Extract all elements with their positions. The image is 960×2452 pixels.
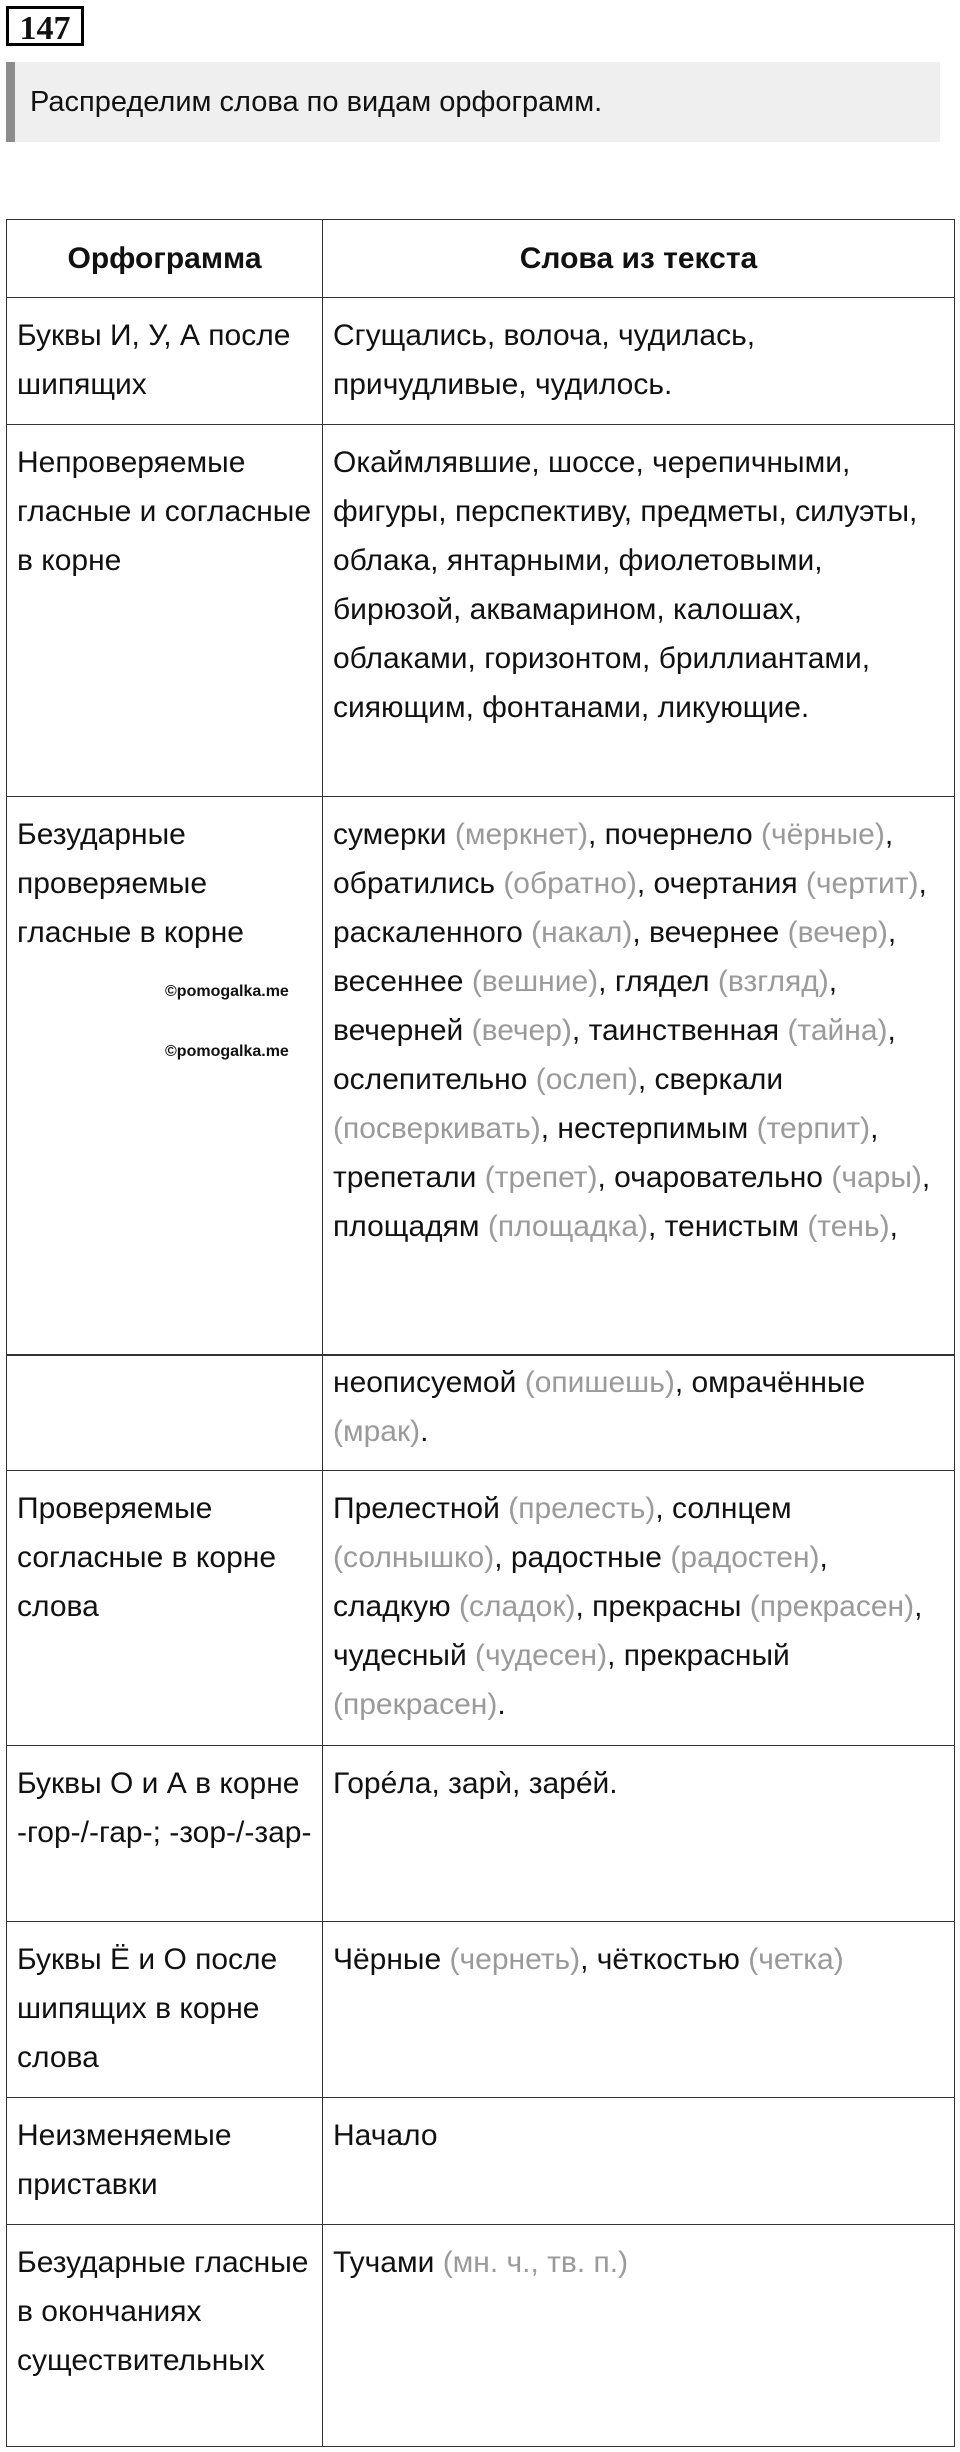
word-text: , радостные — [494, 1541, 671, 1574]
check-word: (вешние) — [471, 965, 599, 998]
check-word: (обратно) — [503, 867, 637, 900]
word-text: , почернело — [587, 818, 762, 851]
word-text: , сладкую — [333, 1541, 828, 1623]
check-word: (вечер) — [471, 1014, 572, 1047]
table-row — [7, 1356, 955, 1471]
check-word: (площадка) — [487, 1210, 648, 1243]
word-text: Прелестной — [333, 1492, 509, 1525]
word-text: . — [497, 1688, 506, 1721]
check-word: (чертит) — [805, 867, 919, 900]
orthogram-name: Буквы Ё и О после шипящих в корне слова — [7, 1922, 323, 2098]
word-text: , глядел — [598, 965, 718, 998]
word-text: , чудесный — [333, 1590, 923, 1672]
word-text: сумерки — [333, 818, 455, 851]
word-text: , очаровательно — [597, 1161, 832, 1194]
table-row — [7, 1922, 955, 2098]
check-word: (радостен) — [670, 1541, 820, 1574]
orthogram-name: Неизменяемые приставки — [7, 2098, 323, 2225]
word-text: , вечерней — [333, 965, 838, 1047]
check-word: (опишешь) — [524, 1366, 675, 1399]
orthogram-name: Непроверяемые гласные и согласные в корне — [7, 425, 323, 797]
word-text: , весеннее — [333, 916, 897, 998]
word-text: , ослепительно — [333, 1014, 896, 1096]
word-text: неописуемой — [333, 1366, 525, 1399]
word-text: , раскаленного — [333, 867, 927, 949]
check-word: (солнышко) — [333, 1541, 495, 1574]
word-text: , площадям — [333, 1161, 931, 1243]
word-text: Окаймлявшие, шоссе, черепичными, фигуры, перспективу, предметы, силуэты, облака, янтарными, фиолетовыми, бирюзой, аквамарином, калошах, облаками, горизонтом, бриллиантами, сияющим, фонтанами, ликующие. — [333, 446, 918, 724]
word-text: , обратились — [333, 818, 894, 900]
check-word: (прекрасен) — [749, 1590, 915, 1623]
table-row — [7, 1471, 955, 1746]
table-row — [7, 797, 955, 1355]
check-word: (терпит) — [756, 1112, 871, 1145]
orthogram-words — [323, 1922, 955, 2098]
check-word: (тень) — [807, 1210, 890, 1243]
check-word: (ослеп) — [535, 1063, 638, 1096]
word-text: , омрачённые — [674, 1366, 866, 1399]
orthogram-name — [7, 1356, 323, 1471]
check-word: (посверкивать) — [333, 1112, 541, 1145]
check-word: (прекрасен) — [333, 1688, 498, 1721]
word-text: Сгущались, волоча, чудилась, причудливые, чудилось. — [333, 319, 756, 401]
orthogram-name: Буквы О и А в корне -гор-/-гар-; -зор-/-зар- — [7, 1746, 323, 1922]
word-text: , чёткостью — [580, 1943, 749, 1976]
check-word: (чудесен) — [475, 1639, 608, 1672]
table-row — [7, 298, 955, 425]
orthogram-name: Буквы И, У, А после шипящих — [7, 298, 323, 425]
check-word: (трепет) — [484, 1161, 598, 1194]
check-word: (взгляд) — [717, 965, 829, 998]
orthogram-name: Безударные гласные в окончаниях существительных — [7, 2225, 323, 2447]
watermark: ©pomogalka.me — [165, 983, 289, 1000]
word-text: Начало — [333, 2119, 438, 2152]
table-row — [7, 2098, 955, 2225]
word-text: Чёрные — [333, 1943, 450, 1976]
word-text: , — [889, 1210, 898, 1243]
orthogram-words — [323, 2225, 955, 2447]
orthogram-words — [323, 2098, 955, 2225]
word-text: , трепетали — [333, 1112, 879, 1194]
orthogram-words — [323, 1356, 955, 1471]
word-text: , вечернее — [632, 916, 788, 949]
check-word: (вечер) — [787, 916, 888, 949]
check-word: (прелесть) — [508, 1492, 656, 1525]
word-text: Тучами — [333, 2246, 443, 2279]
table-row — [7, 2225, 955, 2447]
check-word: (четка) — [748, 1943, 844, 1976]
orthogram-words — [323, 1746, 955, 1922]
word-text: , нестерпимым — [540, 1112, 757, 1145]
word-text: , тенистым — [647, 1210, 808, 1243]
word-text: , прекрасный — [607, 1639, 790, 1672]
watermark: ©pomogalka.me — [165, 1043, 289, 1060]
check-word: (чары) — [831, 1161, 922, 1194]
task-number: 147 — [6, 6, 84, 46]
word-text: . — [420, 1415, 429, 1448]
orthogram-words — [323, 298, 955, 425]
check-word: (меркнет) — [454, 818, 588, 851]
orthogram-name: Проверяемые согласные в корне слова — [7, 1471, 323, 1746]
orthogram-words — [323, 1471, 955, 1746]
intro-text: Распределим слова по видам орфограмм. — [6, 62, 940, 142]
table-header-row — [7, 220, 955, 298]
check-word: (сладок) — [459, 1590, 576, 1623]
check-word: (тайна) — [787, 1014, 888, 1047]
orthogram-name — [7, 797, 323, 1355]
check-word: (накал) — [531, 916, 633, 949]
header-words: Слова из текста — [323, 220, 955, 298]
orthogram-table-part2 — [6, 1355, 955, 2447]
header-orthogram: Орфограмма — [7, 220, 323, 298]
orthogram-name-text: Безударные проверяемые гласные в корне — [17, 818, 244, 949]
orthogram-words — [323, 797, 955, 1355]
word-text: , сверкали — [637, 1063, 784, 1096]
check-word: (мн. ч., тв. п.) — [442, 2246, 629, 2279]
word-text: , таинственная — [571, 1014, 788, 1047]
word-text: , очертания — [636, 867, 806, 900]
table-row — [7, 425, 955, 797]
table-row — [7, 1746, 955, 1922]
check-word: (чёрные) — [761, 818, 885, 851]
orthogram-table-part1 — [6, 219, 955, 1355]
word-text: , солнцем — [655, 1492, 792, 1525]
orthogram-words — [323, 425, 955, 797]
word-text: Горéла, зарѝ, зарéй. — [333, 1767, 618, 1800]
check-word: (мрак) — [333, 1415, 421, 1448]
word-text: , прекрасны — [575, 1590, 750, 1623]
check-word: (чернеть) — [449, 1943, 581, 1976]
